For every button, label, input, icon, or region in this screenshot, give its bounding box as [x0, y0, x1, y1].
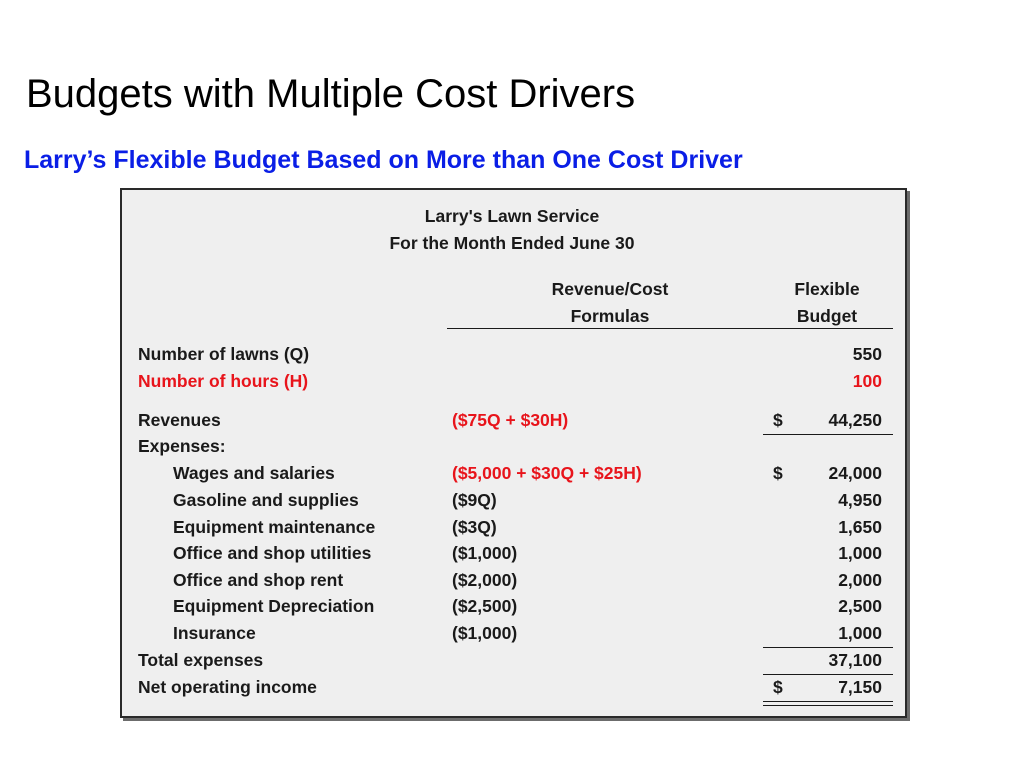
row-value: 1,000 — [838, 543, 882, 563]
row-value: 2,500 — [838, 596, 882, 616]
row-value: 550 — [852, 344, 882, 364]
currency-symbol: $ — [773, 463, 783, 483]
slide-title: Budgets with Multiple Cost Drivers — [26, 72, 636, 116]
row-label: Gasoline and supplies — [173, 490, 359, 510]
row-value: 100 — [852, 371, 882, 391]
slide-subtitle: Larry’s Flexible Budget Based on More than One Cost Driver — [24, 146, 743, 174]
row-label: Revenues — [138, 410, 221, 430]
row-formula: ($75Q + $30H) — [452, 410, 569, 430]
row-value: 37,100 — [828, 650, 882, 670]
row-formula: ($2,500) — [452, 596, 518, 616]
currency-symbol: $ — [773, 677, 783, 697]
row-label: Equipment Depreciation — [173, 596, 375, 616]
row-formula: ($5,000 + $30Q + $25H) — [452, 463, 642, 483]
report-period: For the Month Ended June 30 — [389, 233, 635, 253]
row-value: 4,950 — [838, 490, 882, 510]
row-value: 2,000 — [838, 570, 882, 590]
row-formula: ($9Q) — [452, 490, 497, 510]
row-label: Expenses: — [138, 436, 226, 456]
row-value: 44,250 — [828, 410, 882, 430]
header-underline — [447, 328, 893, 329]
row-value: 7,150 — [838, 677, 882, 697]
row-label: Office and shop rent — [173, 570, 344, 590]
net-income-double-underline-1 — [763, 701, 893, 702]
budget-header-line2: Budget — [796, 306, 858, 326]
row-formula: ($3Q) — [452, 517, 497, 537]
row-value: 24,000 — [828, 463, 882, 483]
row-value: 1,650 — [838, 517, 882, 537]
row-formula: ($2,000) — [452, 570, 518, 590]
row-formula: ($1,000) — [452, 623, 518, 643]
row-label: Net operating income — [138, 677, 317, 697]
revenue-underline — [763, 434, 893, 435]
formula-header-line2: Formulas — [570, 306, 650, 326]
row-label: Office and shop utilities — [173, 543, 372, 563]
row-label: Number of hours (H) — [138, 371, 309, 391]
currency-symbol: $ — [773, 410, 783, 430]
total-underline — [763, 674, 893, 675]
row-label: Equipment maintenance — [173, 517, 376, 537]
row-value: 1,000 — [838, 623, 882, 643]
row-label: Number of lawns (Q) — [138, 344, 310, 364]
row-formula: ($1,000) — [452, 543, 518, 563]
flexible-budget-table — [120, 188, 907, 718]
company-name: Larry's Lawn Service — [424, 206, 600, 226]
row-label: Wages and salaries — [173, 463, 335, 483]
formula-header-line1: Revenue/Cost — [551, 279, 669, 299]
net-income-double-underline-2 — [763, 705, 893, 706]
budget-header-line1: Flexible — [794, 279, 860, 299]
expenses-underline — [763, 647, 893, 648]
row-label: Insurance — [173, 623, 256, 643]
row-label: Total expenses — [138, 650, 264, 670]
